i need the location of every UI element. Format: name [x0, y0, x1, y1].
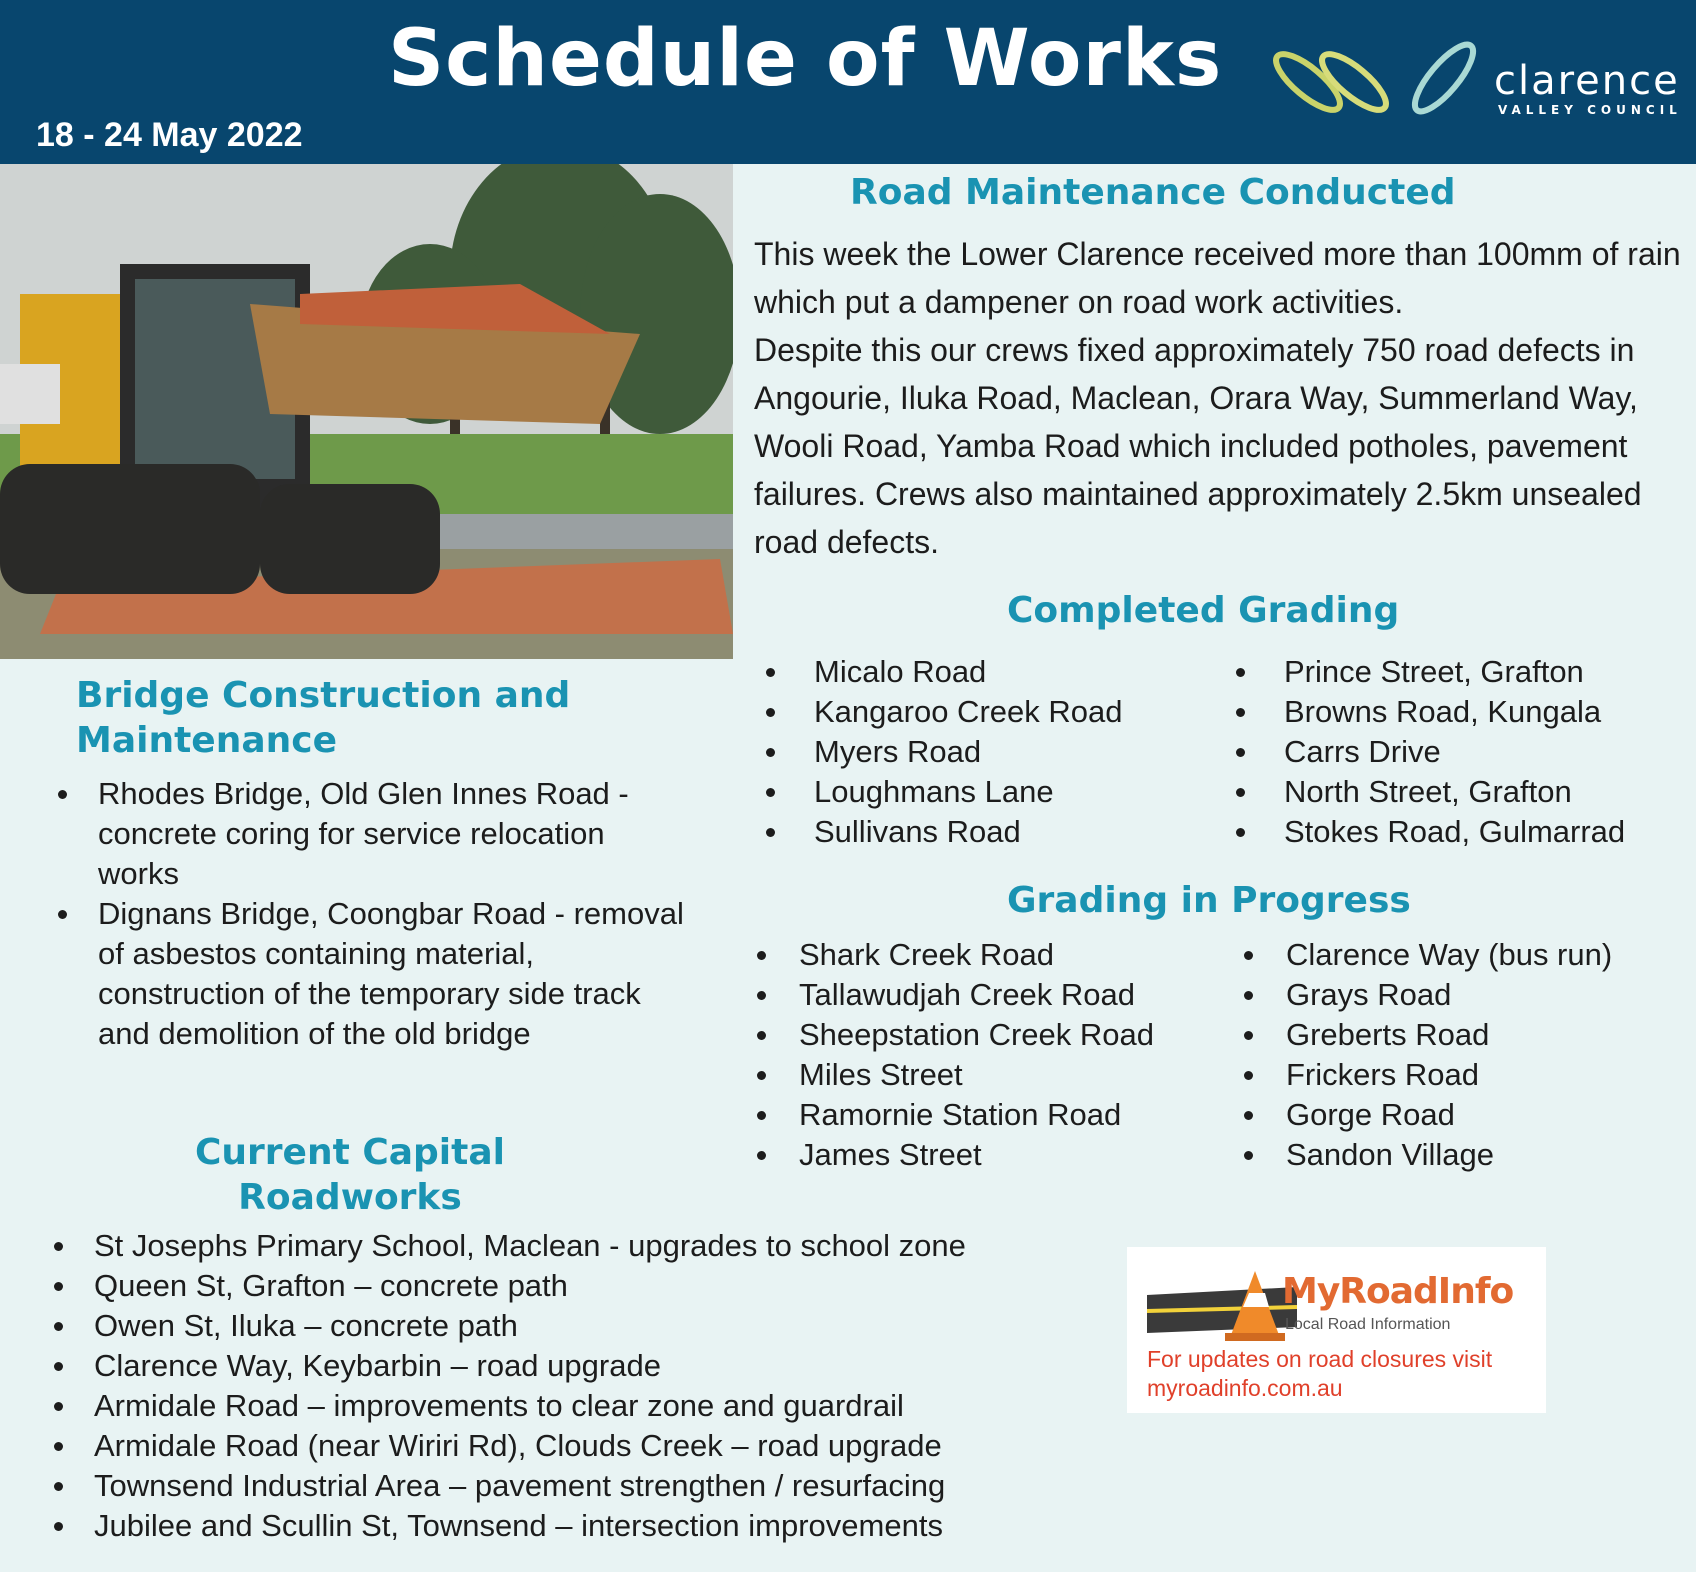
list-item: Browns Road, Kungala [1224, 692, 1684, 732]
list-item: Sheepstation Creek Road [753, 1015, 1233, 1055]
header-banner [0, 0, 1696, 164]
clarence-logo-rings-icon [1272, 34, 1492, 134]
grading-in-progress-list-right [1240, 935, 1690, 1175]
logo-sub-text: VALLEY COUNCIL [1498, 103, 1682, 117]
road-maintenance-paragraph-2: Despite this our crews fixed approximately 750 road defects in Angourie, Iluka Road, Maclean, Orara Way, Summerland Way, Wooli Road, Yamba Road which included potholes, pavement failures. Crews also maintained approximately 2.5km unsealed road defects. [754, 332, 1642, 560]
list-item: Myers Road [754, 732, 1224, 772]
bridge-heading-line-2: Maintenance [76, 720, 338, 761]
list-item: North Street, Grafton [1224, 772, 1684, 812]
list-item: Grays Road [1240, 975, 1690, 1015]
road-maintenance-heading: Road Maintenance Conducted [850, 172, 1456, 213]
list-item: Micalo Road [754, 652, 1224, 692]
completed-grading-list-left [754, 652, 1224, 852]
list-item: St Josephs Primary School, Maclean - upgrades to school zone [50, 1226, 1110, 1266]
myroadinfo-text-line-1: For updates on road closures visit [1147, 1346, 1493, 1372]
list-item: Kangaroo Creek Road [754, 692, 1224, 732]
myroadinfo-badge[interactable] [1127, 1247, 1546, 1413]
list-item: Clarence Way (bus run) [1240, 935, 1690, 975]
list-item: Loughmans Lane [754, 772, 1224, 812]
capital-roadworks-heading [150, 1130, 550, 1220]
list-item: Townsend Industrial Area – pavement strengthen / resurfacing [50, 1466, 1110, 1506]
bridge-construction-heading [76, 673, 570, 763]
myroadinfo-title: MyRoadInfo [1282, 1271, 1514, 1312]
grading-in-progress-heading: Grading in Progress [1007, 880, 1411, 921]
completed-grading-heading: Completed Grading [1007, 590, 1400, 631]
list-item: Gorge Road [1240, 1095, 1690, 1135]
track-loader-photo [0, 164, 733, 659]
list-item: Miles Street [753, 1055, 1233, 1095]
page-title: Schedule of Works [388, 14, 1223, 104]
list-item: James Street [753, 1135, 1233, 1175]
list-item: Jubilee and Scullin St, Townsend – intersection improvements [50, 1506, 1110, 1546]
list-item: Carrs Drive [1224, 732, 1684, 772]
list-item: Clarence Way, Keybarbin – road upgrade [50, 1346, 1110, 1386]
list-item: Armidale Road – improvements to clear zone and guardrail [50, 1386, 1110, 1426]
list-item: Shark Creek Road [753, 935, 1233, 975]
date-range: 18 - 24 May 2022 [36, 116, 303, 154]
capital-heading-line-2: Roadworks [238, 1177, 462, 1218]
road-maintenance-text [754, 230, 1684, 566]
logo-brand-text: clarence [1494, 58, 1680, 104]
list-item: Owen St, Iluka – concrete path [50, 1306, 1110, 1346]
capital-roadworks-list [50, 1226, 1110, 1546]
list-item: Frickers Road [1240, 1055, 1690, 1095]
list-item: Greberts Road [1240, 1015, 1690, 1055]
capital-heading-line-1: Current Capital [194, 1132, 505, 1173]
list-item: Armidale Road (near Wiriri Rd), Clouds Creek – road upgrade [50, 1426, 1110, 1466]
list-item: Sullivans Road [754, 812, 1224, 852]
bridge-heading-line-1: Bridge Construction and [76, 675, 571, 716]
bridge-construction-list [54, 774, 694, 1054]
list-item: Queen St, Grafton – concrete path [50, 1266, 1110, 1306]
list-item: Sandon Village [1240, 1135, 1690, 1175]
completed-grading-list-right [1224, 652, 1684, 852]
list-item: Tallawudjah Creek Road [753, 975, 1233, 1015]
list-item: Dignans Bridge, Coongbar Road - removal of asbestos containing material, construction of the temporary side track and demolition of the old bridge [54, 894, 694, 1054]
myroadinfo-link[interactable]: myroadinfo.com.au [1147, 1375, 1343, 1401]
grading-in-progress-list-left [753, 935, 1233, 1175]
list-item: Stokes Road, Gulmarrad [1224, 812, 1684, 852]
traffic-cone-road-icon [1147, 1263, 1297, 1353]
list-item: Ramornie Station Road [753, 1095, 1233, 1135]
myroadinfo-subtitle: Local Road Information [1285, 1316, 1451, 1333]
myroadinfo-text [1147, 1345, 1537, 1403]
road-maintenance-paragraph-1: This week the Lower Clarence received more than 100mm of rain which put a dampener on road work activities. [754, 236, 1681, 320]
council-logo [1272, 34, 1692, 134]
list-item: Prince Street, Grafton [1224, 652, 1684, 692]
list-item: Rhodes Bridge, Old Glen Innes Road - concrete coring for service relocation works [54, 774, 694, 894]
